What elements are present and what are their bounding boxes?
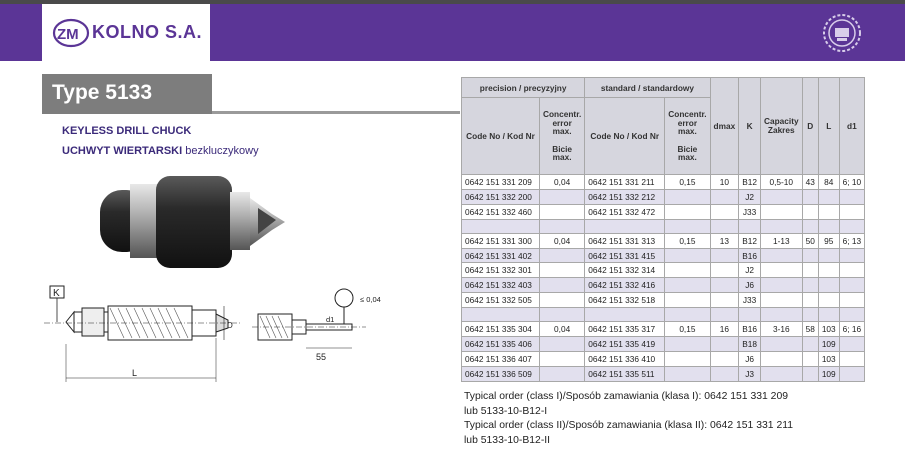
- table-cell-d1: [839, 204, 864, 219]
- separator-cell: [710, 219, 739, 233]
- order-line-2: lub 5133-10-B12-I: [464, 405, 548, 417]
- group-separator-row: [462, 308, 865, 322]
- table-cell-err-p: [540, 248, 585, 263]
- svg-text:ZM: ZM: [57, 25, 79, 43]
- table-row: [462, 278, 865, 293]
- table-cell-cap: 1-13: [760, 233, 802, 248]
- table-cell-err-s: 0,15: [665, 322, 710, 337]
- logo-text: KOLNO S.A.: [92, 22, 203, 42]
- table-cell-l: 95: [818, 233, 839, 248]
- group-separator-row: [462, 219, 865, 233]
- table-cell-d1: [839, 248, 864, 263]
- technical-drawing: [44, 282, 381, 390]
- table-cell-d: 43: [802, 175, 818, 190]
- table-cell-d: [802, 337, 818, 352]
- table-cell-d1: [839, 263, 864, 278]
- table-cell-code-s: 0642 151 332 472: [585, 204, 665, 219]
- table-cell-k: B18: [739, 337, 761, 352]
- header-precision: precision / precyzyjny: [462, 78, 585, 98]
- table-cell-code-p: 0642 151 335 304: [462, 322, 540, 337]
- separator-cell: [462, 308, 540, 322]
- table-row: [462, 366, 865, 381]
- type-label: Type 5133: [52, 81, 153, 104]
- table-cell-l: [818, 278, 839, 293]
- table-cell-l: 109: [818, 366, 839, 381]
- table-cell-d: [802, 263, 818, 278]
- table-cell-err-s: [665, 293, 710, 308]
- table-cell-code-s: 0642 151 335 511: [585, 366, 665, 381]
- table-cell-dmax: [710, 189, 739, 204]
- header-code-std: Code No / Kod Nr: [585, 98, 665, 175]
- product-title-en: KEYLESS DRILL CHUCK: [62, 125, 192, 137]
- table-cell-err-p: [540, 351, 585, 366]
- table-cell-dmax: 10: [710, 175, 739, 190]
- table-cell-code-p: 0642 151 332 200: [462, 189, 540, 204]
- table-row: [462, 263, 865, 278]
- table-cell-code-s: 0642 151 332 212: [585, 189, 665, 204]
- table-cell-code-s: 0642 151 331 415: [585, 248, 665, 263]
- table-cell-d: 50: [802, 233, 818, 248]
- table-cell-cap: [760, 337, 802, 352]
- table-cell-dmax: [710, 337, 739, 352]
- table-cell-err-p: [540, 366, 585, 381]
- table-cell-d1: [839, 366, 864, 381]
- table-cell-err-p: [540, 263, 585, 278]
- table-cell-err-p: [540, 278, 585, 293]
- table-cell-d1: [839, 189, 864, 204]
- label-k: K: [53, 288, 60, 299]
- header-d: D: [802, 78, 818, 175]
- table-cell-d1: [839, 293, 864, 308]
- table-cell-cap: [760, 248, 802, 263]
- table-cell-err-s: [665, 189, 710, 204]
- table-cell-l: [818, 204, 839, 219]
- table-cell-code-s: 0642 151 335 317: [585, 322, 665, 337]
- table-cell-cap: [760, 263, 802, 278]
- table-cell-l: [818, 189, 839, 204]
- table-cell-err-p: 0,04: [540, 322, 585, 337]
- drill-chuck-photo: [90, 170, 290, 274]
- table-cell-cap: [760, 351, 802, 366]
- table-cell-cap: [760, 204, 802, 219]
- label-tolerance: ≤ 0,04: [360, 295, 381, 304]
- table-cell-k: B16: [739, 322, 761, 337]
- separator-cell: [802, 219, 818, 233]
- table-cell-code-s: 0642 151 336 410: [585, 351, 665, 366]
- table-cell-code-p: 0642 151 336 407: [462, 351, 540, 366]
- table-cell-l: 109: [818, 337, 839, 352]
- table-cell-k: J3: [739, 366, 761, 381]
- table-cell-err-p: [540, 293, 585, 308]
- table-cell-d1: [839, 351, 864, 366]
- separator-cell: [839, 308, 864, 322]
- order-line-3: Typical order (class II)/Sposób zamawiania (klasa II): 0642 151 331 211: [464, 420, 794, 432]
- table-row: [462, 233, 865, 248]
- table-cell-d: 58: [802, 322, 818, 337]
- table-cell-d: [802, 248, 818, 263]
- table-cell-err-s: [665, 278, 710, 293]
- table-cell-code-p: 0642 151 331 300: [462, 233, 540, 248]
- certification-seal-icon: [822, 13, 862, 53]
- table-cell-code-s: 0642 151 331 211: [585, 175, 665, 190]
- separator-cell: [462, 219, 540, 233]
- table-cell-k: J2: [739, 263, 761, 278]
- table-cell-d: [802, 366, 818, 381]
- table-cell-err-s: [665, 204, 710, 219]
- table-cell-dmax: 16: [710, 322, 739, 337]
- header-capacity: Capacity Zakres: [760, 78, 802, 175]
- separator-cell: [540, 219, 585, 233]
- table-cell-code-s: 0642 151 331 313: [585, 233, 665, 248]
- table-row: [462, 189, 865, 204]
- table-cell-code-p: 0642 151 335 406: [462, 337, 540, 352]
- table-cell-err-p: [540, 189, 585, 204]
- spec-table-body: [462, 175, 865, 382]
- product-title-pl-bold: UCHWYT WIERTARSKI: [62, 145, 183, 157]
- table-cell-d: [802, 293, 818, 308]
- separator-cell: [739, 308, 761, 322]
- table-cell-d1: [839, 337, 864, 352]
- table-cell-code-p: 0642 151 332 505: [462, 293, 540, 308]
- label-d: D: [227, 321, 233, 330]
- separator-cell: [665, 308, 710, 322]
- table-cell-k: B12: [739, 175, 761, 190]
- product-title-pl-rest: bezkluczykowy: [182, 145, 259, 157]
- table-cell-k: J33: [739, 293, 761, 308]
- table-cell-code-p: 0642 151 331 209: [462, 175, 540, 190]
- separator-cell: [540, 308, 585, 322]
- separator-cell: [802, 308, 818, 322]
- table-cell-cap: [760, 366, 802, 381]
- table-cell-l: 103: [818, 351, 839, 366]
- table-cell-k: B16: [739, 248, 761, 263]
- table-cell-code-s: 0642 151 335 419: [585, 337, 665, 352]
- table-cell-err-s: 0,15: [665, 175, 710, 190]
- table-cell-k: J6: [739, 351, 761, 366]
- table-cell-dmax: [710, 204, 739, 219]
- table-cell-code-p: 0642 151 332 460: [462, 204, 540, 219]
- table-cell-dmax: [710, 248, 739, 263]
- table-cell-cap: 0,5-10: [760, 175, 802, 190]
- table-cell-cap: [760, 278, 802, 293]
- spec-table: [461, 77, 865, 382]
- header-standard: standard / standardowy: [585, 78, 710, 98]
- table-cell-d1: [839, 278, 864, 293]
- table-cell-d1: 6; 10: [839, 175, 864, 190]
- table-cell-code-p: 0642 151 332 403: [462, 278, 540, 293]
- table-cell-dmax: [710, 293, 739, 308]
- table-cell-err-s: 0,15: [665, 233, 710, 248]
- table-cell-dmax: [710, 263, 739, 278]
- order-info: [464, 390, 793, 448]
- table-cell-err-p: 0,04: [540, 175, 585, 190]
- order-line-4: lub 5133-10-B12-II: [464, 434, 551, 446]
- company-logo[interactable]: [42, 4, 210, 61]
- header-k: K: [739, 78, 761, 175]
- table-cell-d1: 6; 13: [839, 233, 864, 248]
- table-cell-err-p: 0,04: [540, 233, 585, 248]
- table-cell-k: J33: [739, 204, 761, 219]
- table-row: [462, 175, 865, 190]
- separator-cell: [760, 219, 802, 233]
- table-cell-l: [818, 293, 839, 308]
- separator-cell: [839, 219, 864, 233]
- table-cell-err-s: [665, 351, 710, 366]
- header-concentr-std: Concentr. error max. Bicie max.: [665, 98, 710, 175]
- table-cell-d: [802, 204, 818, 219]
- type-label-bar: [42, 74, 212, 114]
- table-cell-cap: [760, 189, 802, 204]
- table-cell-k: B12: [739, 233, 761, 248]
- header-code-prec: Code No / Kod Nr: [462, 98, 540, 175]
- table-cell-code-s: 0642 151 332 416: [585, 278, 665, 293]
- table-cell-l: 84: [818, 175, 839, 190]
- label-l: L: [132, 368, 138, 378]
- table-cell-dmax: [710, 278, 739, 293]
- separator-cell: [585, 308, 665, 322]
- table-cell-l: [818, 248, 839, 263]
- table-cell-cap: 3-16: [760, 322, 802, 337]
- table-cell-err-s: [665, 337, 710, 352]
- zm-logo-icon: [52, 18, 90, 48]
- label-55: 55: [316, 352, 327, 362]
- table-cell-d1: 6; 16: [839, 322, 864, 337]
- table-cell-code-p: 0642 151 332 301: [462, 263, 540, 278]
- table-cell-err-s: [665, 263, 710, 278]
- table-cell-d: [802, 351, 818, 366]
- separator-cell: [585, 219, 665, 233]
- table-cell-cap: [760, 293, 802, 308]
- order-line-1: Typical order (class I)/Sposób zamawiania (klasa I): 0642 151 331 209: [464, 391, 789, 402]
- header-d1: d1: [839, 78, 864, 175]
- header-dmax: dmax: [710, 78, 739, 175]
- table-cell-dmax: [710, 351, 739, 366]
- separator-cell: [760, 308, 802, 322]
- table-cell-k: J6: [739, 278, 761, 293]
- table-row: [462, 248, 865, 263]
- table-cell-code-p: 0642 151 336 509: [462, 366, 540, 381]
- table-row: [462, 322, 865, 337]
- table-row: [462, 204, 865, 219]
- table-cell-err-s: [665, 248, 710, 263]
- table-cell-err-s: [665, 366, 710, 381]
- table-cell-code-s: 0642 151 332 314: [585, 263, 665, 278]
- separator-cell: [818, 308, 839, 322]
- table-row: [462, 293, 865, 308]
- table-cell-code-p: 0642 151 331 402: [462, 248, 540, 263]
- separator-cell: [818, 219, 839, 233]
- table-cell-d: [802, 278, 818, 293]
- label-d1: d1: [326, 315, 335, 324]
- separator-cell: [739, 219, 761, 233]
- table-row: [462, 351, 865, 366]
- divider-line: [212, 111, 460, 114]
- table-row: [462, 337, 865, 352]
- separator-cell: [665, 219, 710, 233]
- separator-cell: [710, 308, 739, 322]
- table-cell-err-p: [540, 337, 585, 352]
- table-cell-k: J2: [739, 189, 761, 204]
- table-cell-code-s: 0642 151 332 518: [585, 293, 665, 308]
- table-cell-dmax: [710, 366, 739, 381]
- table-cell-err-p: [540, 204, 585, 219]
- header-concentr-prec: Concentr. error max. Bicie max.: [540, 98, 585, 175]
- table-cell-l: 103: [818, 322, 839, 337]
- table-cell-l: [818, 263, 839, 278]
- table-cell-dmax: 13: [710, 233, 739, 248]
- header-l: L: [818, 78, 839, 175]
- product-title-pl: [62, 145, 259, 157]
- table-cell-d: [802, 189, 818, 204]
